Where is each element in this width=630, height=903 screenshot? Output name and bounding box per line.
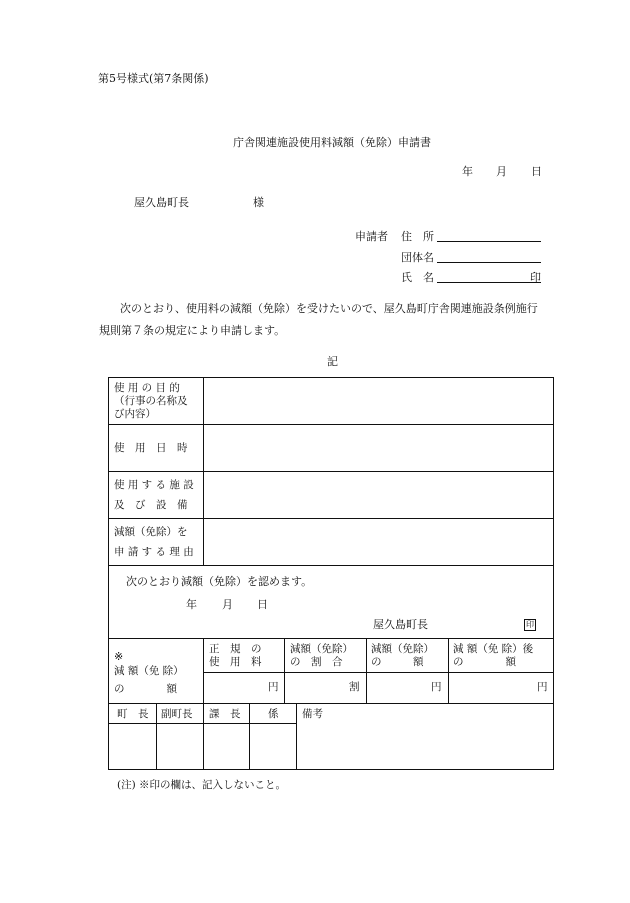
approval-mayor: 屋久島町長 <box>373 618 428 631</box>
form-number: 第5号様式(第7条関係) <box>98 72 209 85</box>
approval-day: 日 <box>257 598 268 611</box>
reduction-amount-unit: 円 <box>431 681 442 693</box>
regular-fee-unit: 円 <box>268 681 279 693</box>
stamp-section-chief: 課 長 <box>209 708 241 720</box>
row-purpose-field[interactable] <box>204 378 553 424</box>
date-month: 月 <box>496 165 507 178</box>
fee-label-2: の 額 <box>114 683 177 695</box>
row-facility-label: 使 用 す る 施 設 <box>114 479 194 491</box>
reduction-rate-unit: 割 <box>349 681 360 693</box>
row-purpose-label-2: （行事の名称及 <box>114 395 188 407</box>
row-reason-label: 減額（免除）を <box>114 526 188 538</box>
addressee-honorific: 様 <box>253 196 264 209</box>
row-datetime-field[interactable] <box>204 425 553 471</box>
approval-month: 月 <box>222 598 233 611</box>
applicant-seal: 印 <box>530 271 541 284</box>
col-reduction-rate-header-2: の 割 合 <box>290 656 343 668</box>
col-regular-fee-header-2: 使 用 料 <box>209 656 262 668</box>
form-title: 庁舎関連施設使用料減額（免除）申請書 <box>233 136 431 149</box>
row-purpose-label-3: び内容） <box>114 408 156 420</box>
row-purpose-label: 使 用 の 目 的 <box>114 382 180 394</box>
body-text-line2: 規則第７条の規定により申請します。 <box>99 324 286 337</box>
approval-year: 年 <box>186 598 197 611</box>
applicant-organization-label: 団体名 <box>401 251 434 264</box>
col-after-reduction-header: 減 額（免 除）後 <box>453 643 534 655</box>
row-datetime-label: 使 用 日 時 <box>114 442 188 454</box>
applicant-name-label: 氏 名 <box>401 271 434 284</box>
body-text-line1: 次のとおり、使用料の減額（免除）を受けたいので、屋久島町庁舎関連施設条例施行 <box>120 302 538 315</box>
applicant-name-field[interactable] <box>437 282 541 283</box>
addressee-name: 屋久島町長 <box>134 196 189 209</box>
applicant-label: 申請者 <box>355 230 388 243</box>
applicant-address-label: 住 所 <box>401 230 434 243</box>
fee-mark: ※ <box>114 650 124 663</box>
applicant-address-field[interactable] <box>437 241 541 242</box>
remarks-label: 備考 <box>302 708 323 720</box>
col-reduction-amount-header: 減額（免除） <box>371 643 434 655</box>
date-year: 年 <box>462 165 473 178</box>
stamp-staff: 係 <box>268 708 279 720</box>
footnote: (注) ※印の欄は、記入しないこと。 <box>117 779 287 791</box>
col-after-reduction-header-2: の 額 <box>453 656 516 668</box>
col-reduction-rate-header: 減額（免除） <box>290 643 353 655</box>
ki-label: 記 <box>327 355 338 368</box>
stamp-vice-mayor: 副町長 <box>161 708 193 720</box>
row-reason-label-2: 申 請 す る 理 由 <box>114 546 194 558</box>
date-day: 日 <box>531 165 542 178</box>
applicant-organization-field[interactable] <box>437 262 541 263</box>
approval-seal-icon: 印 <box>526 620 534 629</box>
row-facility-label-2: 及 び 設 備 <box>114 499 188 511</box>
approval-text: 次のとおり減額（免除）を認めます。 <box>126 575 313 588</box>
col-reduction-amount-header-2: の 額 <box>371 656 424 668</box>
after-reduction-unit: 円 <box>537 681 548 693</box>
stamp-mayor: 町 長 <box>117 708 149 720</box>
row-facility-field[interactable] <box>204 472 553 518</box>
row-reason-field[interactable] <box>204 519 553 565</box>
col-regular-fee-header: 正 規 の <box>209 643 262 655</box>
fee-label: 減 額（免 除） <box>114 665 184 677</box>
